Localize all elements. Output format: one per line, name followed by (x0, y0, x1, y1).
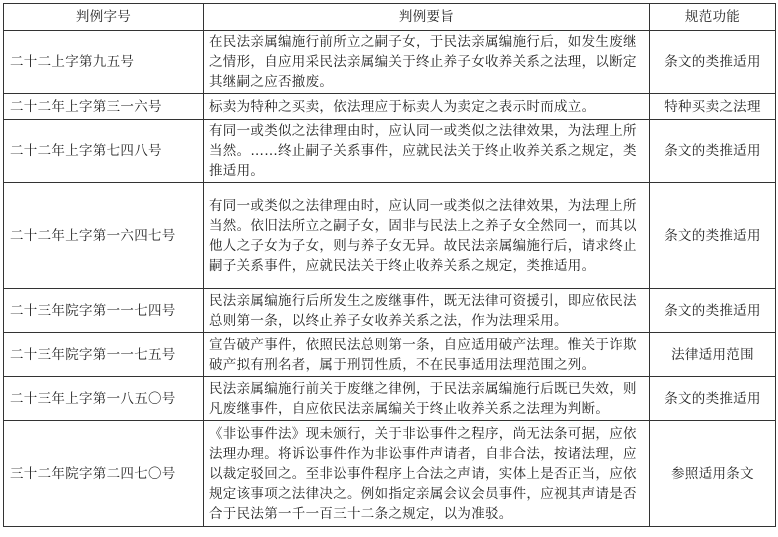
case-gist: 民法亲属编施行后所发生之废继事件，既无法律可资援引，即应依民法总则第一条，以终止养子女收养关系之法，作为法理采用。 (204, 289, 650, 333)
case-gist: 民法亲属编施行前关于废继之律例，于民法亲属编施行后既已失效，则凡废继事件，自应依民法亲属编关于终止收养关系之法理为判断。 (204, 377, 650, 421)
norm-function: 条文的类推适用 (650, 31, 776, 94)
norm-function: 特种买卖之法理 (650, 94, 776, 120)
case-gist: 有同一或类似之法律理由时，应认同一或类似之法律效果，为法理上所当然。依旧法所立之嗣子女，固非与民法上之养子女全然同一，而其以他人之子女为子女，则与养子女无异。故民法亲属编施行后，请求终止嗣子关系事件，应就民法关于终止收养关系之规定，类推适用。 (204, 183, 650, 289)
case-gist: 标卖为特种之买卖，依法理应于标卖人为卖定之表示时而成立。 (204, 94, 650, 120)
norm-function: 条文的类推适用 (650, 289, 776, 333)
case-number: 二十三年上字第一八五〇号 (4, 377, 204, 421)
table-row (4, 333, 776, 377)
table-row (4, 120, 776, 183)
norm-function: 参照适用条文 (650, 421, 776, 527)
case-number: 二十二上字第九五号 (4, 31, 204, 94)
case-number: 二十三年院字第一一七五号 (4, 333, 204, 377)
case-number: 二十二年上字第三一六号 (4, 94, 204, 120)
table-row (4, 421, 776, 527)
norm-function: 条文的类推适用 (650, 377, 776, 421)
norm-function: 条文的类推适用 (650, 120, 776, 183)
case-gist: 在民法亲属编施行前所立之嗣子女，于民法亲属编施行后，如发生废继之情形，自应用采民法亲属编关于终止养子女收养关系之法理，以断定其继嗣之应否撤废。 (204, 31, 650, 94)
header-row (4, 4, 776, 31)
case-gist: 宣告破产事件，依照民法总则第一条，自应适用破产法理。惟关于诈欺破产拟有刑名者，属于刑罚性质，不在民事适用法理范围之列。 (204, 333, 650, 377)
case-number: 三十二年院字第二四七〇号 (4, 421, 204, 527)
case-table (3, 3, 776, 527)
norm-function: 法律适用范围 (650, 333, 776, 377)
table-row (4, 31, 776, 94)
header-case-gist: 判例要旨 (204, 4, 650, 31)
table-row (4, 377, 776, 421)
norm-function: 条文的类推适用 (650, 183, 776, 289)
header-case-number: 判例字号 (4, 4, 204, 31)
case-number: 二十二年上字第一六四七号 (4, 183, 204, 289)
case-number: 二十三年院字第一一七四号 (4, 289, 204, 333)
table-row (4, 183, 776, 289)
table-row (4, 289, 776, 333)
table-row (4, 94, 776, 120)
case-gist: 《非讼事件法》现未颁行，关于非讼事件之程序，尚无法条可据，应依法理办理。将诉讼事件作为非讼事件声请者，自非合法，按诸法理，应以裁定驳回之。至非讼事件程序上合法之声请，实体上是否正当，应依规定该事项之法律决之。例如指定亲属会议会员事件，应视其声请是否合于民法第一千一百三十二条之规定，以为准驳。 (204, 421, 650, 527)
case-number: 二十二年上字第七四八号 (4, 120, 204, 183)
case-gist: 有同一或类似之法律理由时，应认同一或类似之法律效果，为法理上所当然。……终止嗣子关系事件，应就民法关于终止收养关系之规定，类推适用。 (204, 120, 650, 183)
header-norm-function: 规范功能 (650, 4, 776, 31)
